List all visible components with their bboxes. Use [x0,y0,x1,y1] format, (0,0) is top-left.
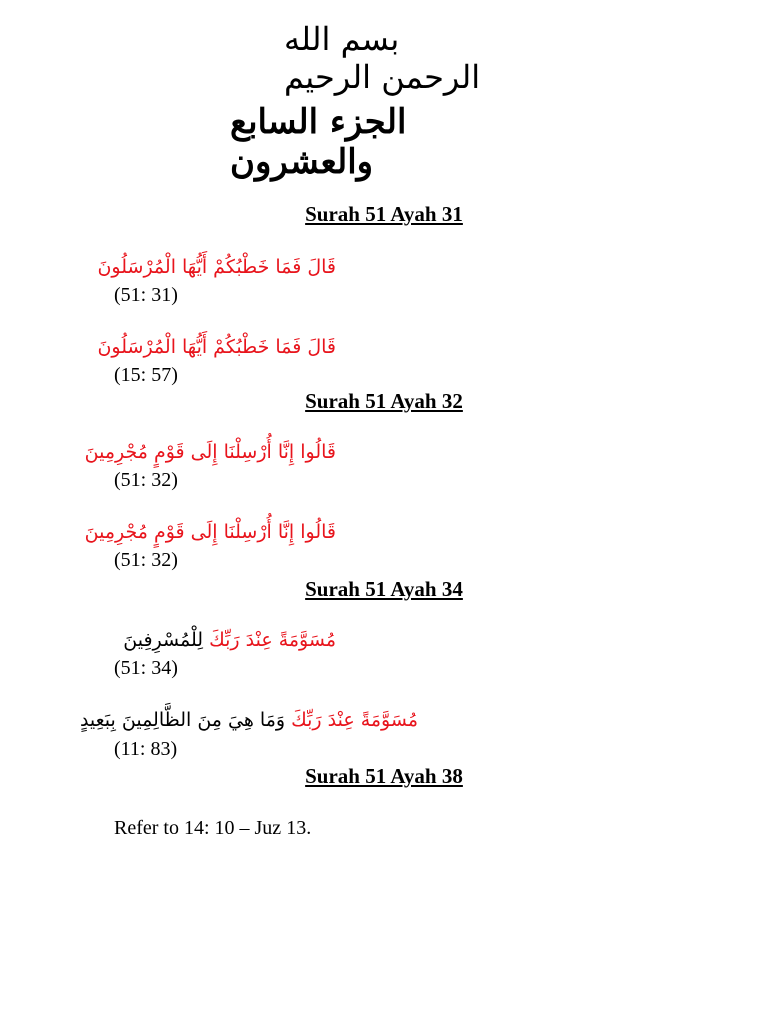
ayah-text-continuation: لِلْمُسْرِفِينَ [123,629,204,651]
juz-title: الجزء السابع والعشرون [230,102,407,182]
section-heading: Surah 51 Ayah 31 [305,202,463,226]
ayah-reference: (51: 32) [114,549,178,571]
ayah-text: قَالُوا إِنَّا أُرْسِلْنَا إِلَى قَوْمٍ مُجْرِمِينَ [84,521,336,543]
section-heading: Surah 51 Ayah 34 [305,577,463,601]
ayah-text-highlight: مُسَوَّمَةً عِنْدَ رَبِّكَ [209,629,336,651]
ayah-text [79,706,418,734]
basmala-calligraphy: بسم الله الرحمن الرحيم [284,20,481,96]
ayah-reference: (51: 31) [114,284,178,306]
ayah-text: قَالَ فَمَا خَطْبُكُمْ أَيُّهَا الْمُرْسَلُونَ [97,256,336,278]
ayah-text-continuation: وَمَا هِيَ مِنَ الظَّالِمِينَ بِبَعِيدٍ [79,709,286,731]
ayah-text-highlight: مُسَوَّمَةً عِنْدَ رَبِّكَ [291,709,418,731]
ayah-reference: (51: 32) [114,469,178,491]
ayah-reference: (15: 57) [114,364,178,386]
reference-note: Refer to 14: 10 – Juz 13. [114,817,312,839]
ayah-reference: (51: 34) [114,657,178,679]
ayah-text [114,626,336,654]
ayah-text: قَالُوا إِنَّا أُرْسِلْنَا إِلَى قَوْمٍ مُجْرِمِينَ [84,441,336,463]
ayah-text: قَالَ فَمَا خَطْبُكُمْ أَيُّهَا الْمُرْسَلُونَ [97,336,336,358]
section-heading: Surah 51 Ayah 32 [305,389,463,413]
ayah-reference: (11: 83) [114,738,178,760]
section-heading: Surah 51 Ayah 38 [305,764,463,788]
